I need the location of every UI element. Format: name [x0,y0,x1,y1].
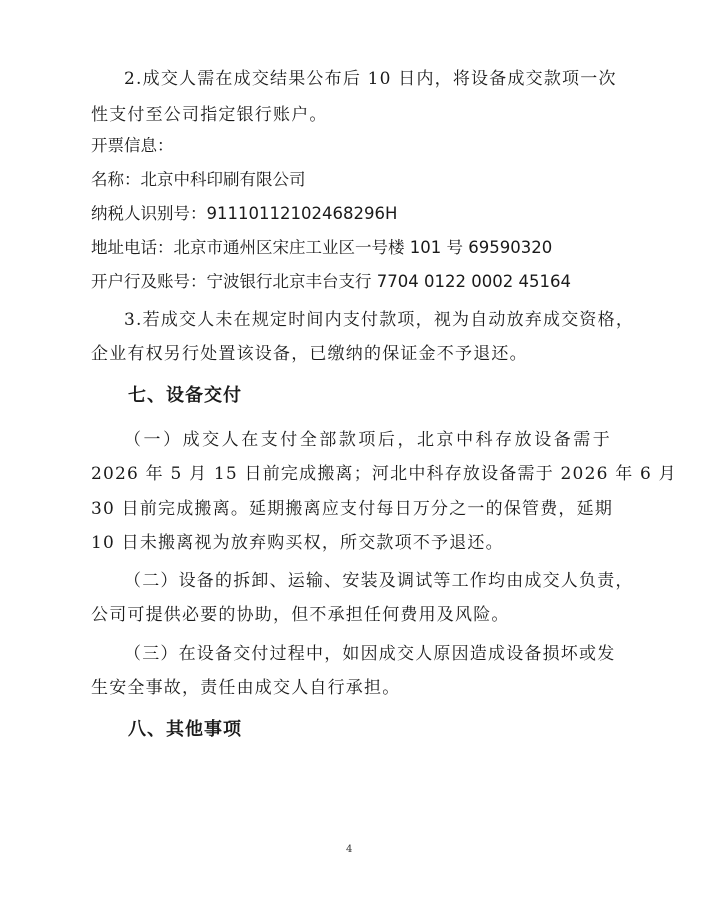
invoice-bank-account: 开户行及账号：宁波银行北京丰台支行 7704 0122 0002 45164 [91,272,571,291]
section-7-item-2-line-2: 公司可提供必要的协助，但不承担任何费用及风险。 [91,605,510,625]
invoice-company-name: 名称：北京中科印刷有限公司 [91,170,306,189]
invoice-info-title: 开票信息： [91,136,174,155]
section-7-item-1-line-1: （一）成交人在支付全部款项后，北京中科存放设备需于 [124,430,611,450]
paragraph-3-line-2: 企业有权另行处置该设备，已缴纳的保证金不予退还。 [91,344,528,364]
section-7-item-2-line-1: （二）设备的拆卸、运输、安装及调试等工作均由成交人负责， [124,571,634,591]
section-7-item-1-line-2: 2026 年 5 月 15 日前完成搬离；河北中科存放设备需于 2026 年 6 月 [91,464,677,484]
section-7-item-1-line-3: 30 日前完成搬离。延期搬离应支付每日万分之一的保管费，延期 [91,499,614,519]
invoice-address-phone: 地址电话：北京市通州区宋庄工业区一号楼 101 号 69590320 [91,238,553,257]
section-7-item-3-line-1: （三）在设备交付过程中，如因成交人原因造成设备损坏或发 [124,644,616,664]
section-7-heading: 七、设备交付 [128,385,242,406]
section-7-item-3-line-2: 生安全事故，责任由成交人自行承担。 [91,678,401,698]
paragraph-2-line-1: 2.成交人需在成交结果公布后 10 日内，将设备成交款项一次 [124,69,617,89]
paragraph-3-line-1: 3.若成交人未在规定时间内支付款项，视为自动放弃成交资格， [124,310,635,330]
section-8-heading: 八、其他事项 [128,719,242,740]
section-7-item-1-line-4: 10 日未搬离视为放弃购买权，所交款项不予退还。 [91,533,504,553]
paragraph-2-line-2: 性支付至公司指定银行账户。 [91,105,328,125]
page-number: 4 [346,844,353,855]
invoice-tax-id: 纳税人识别号：91110112102468296H [91,204,398,223]
